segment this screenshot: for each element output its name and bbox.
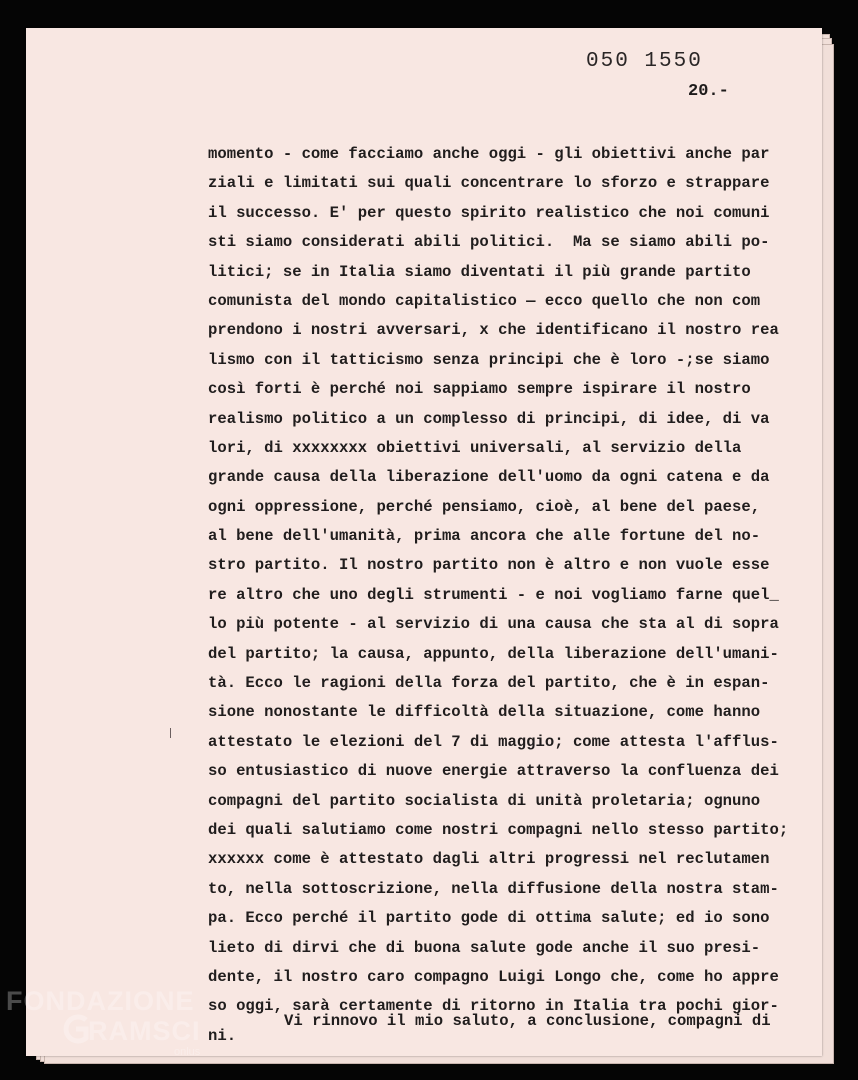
text-line: così forti è perché noi sappiamo sempre ispirare il nostro	[208, 380, 751, 399]
text-line: realismo politico a un complesso di principi, di idee, di va	[208, 409, 770, 428]
watermark-subtitle: RAMSCI	[88, 1016, 201, 1046]
text-line: prendono i nostri avversari, x che identificano il nostro rea	[208, 321, 779, 340]
text-line: del partito; la causa, appunto, della liberazione dell'umani-	[208, 644, 779, 663]
text-line: dei quali salutiamo come nostri compagni nello stesso partito;	[208, 820, 789, 839]
typewritten-page	[26, 28, 822, 1056]
text-line: lori, di xxxxxxxx obiettivi universali, al servizio della	[208, 438, 742, 457]
body-text	[208, 140, 808, 1051]
g-logo-icon	[62, 1014, 90, 1044]
text-line: so entusiastico di nuove energie attraverso la confluenza dei	[208, 762, 779, 781]
text-line: re altro che uno degli strumenti - e noi vogliamo farne quel_	[208, 585, 779, 604]
text-line: lieto di dirvi che di buona salute gode anche il suo presi-	[208, 938, 761, 957]
text-line: lismo con il tatticismo senza principi che è loro -;se siamo	[208, 350, 770, 369]
text-line: sti siamo considerati abili politici. Ma se siamo abili po-	[208, 233, 770, 252]
text-line: litici; se in Italia siamo diventati il più grande partito	[208, 262, 751, 281]
text-line: ziali e limitati sui quali concentrare lo sforzo e strappare	[208, 174, 770, 193]
text-line: xxxxxx come è attestato dagli altri progressi nel reclutamen	[208, 850, 770, 869]
text-line: grande causa della liberazione dell'uomo da ogni catena e da	[208, 468, 770, 487]
text-line: lo più potente - al servizio di una causa che sta al di sopra	[208, 615, 779, 634]
text-line: ni.	[208, 1026, 237, 1045]
text-line: momento - come facciamo anche oggi - gli obiettivi anche par	[208, 145, 770, 163]
text-line: dente, il nostro caro compagno Luigi Longo che, come ho appre	[208, 967, 779, 986]
text-line: to, nella sottoscrizione, nella diffusione della nostra stam-	[208, 879, 779, 898]
page-number: 20.-	[688, 82, 729, 101]
text-line: compagni del partito socialista di unità proletaria; ognuno	[208, 791, 761, 810]
text-line: pa. Ecco perché il partito gode di ottima salute; ed io sono	[208, 909, 770, 928]
fondazione-gramsci-watermark	[6, 986, 236, 1066]
text-line: comunista del mondo capitalistico — ecco quello che non com	[208, 291, 761, 310]
closing-line: Vi rinnovo il mio saluto, a conclusione, compagni di	[284, 1012, 771, 1030]
text-line: attestato le elezioni del 7 di maggio; come attesta l'afflus-	[208, 732, 779, 751]
text-line: il successo. E' per questo spirito realistico che noi comuni	[208, 203, 770, 222]
text-line: tà. Ecco le ragioni della forza del partito, che è in espan-	[208, 674, 770, 693]
archive-number: 050 1550	[586, 50, 703, 73]
watermark-title: FONDAZIONE	[6, 986, 195, 1016]
margin-mark	[170, 728, 171, 738]
text-line: so oggi, sarà certamente di ritorno in Italia tra pochi gior-	[208, 997, 779, 1016]
text-line: stro partito. Il nostro partito non è altro e non vuole esse	[208, 556, 770, 575]
watermark-suffix: onlus	[174, 1046, 201, 1058]
text-line: ogni oppressione, perché pensiamo, cioè, al bene del paese,	[208, 497, 761, 516]
text-line: sione nonostante le difficoltà della situazione, come hanno	[208, 703, 761, 722]
text-line: al bene dell'umanità, prima ancora che alle fortune del no-	[208, 527, 761, 546]
